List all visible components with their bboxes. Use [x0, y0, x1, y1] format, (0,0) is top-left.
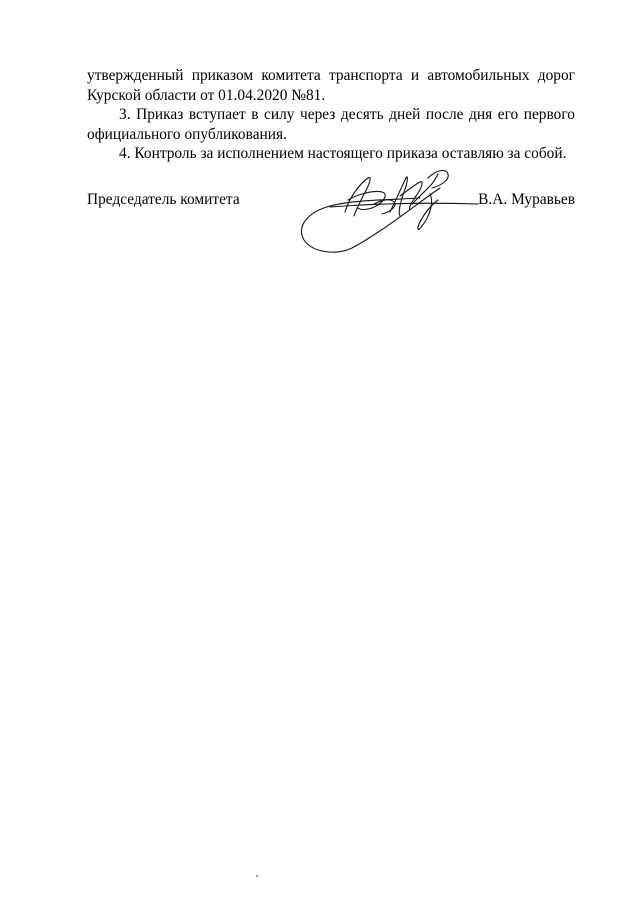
signer-name: В.А. Муравьев — [478, 191, 575, 208]
paragraph-item-3: 3. Приказ вступает в силу через десять дней после дня его первого официального опубликования. — [87, 106, 575, 143]
document-body — [87, 66, 575, 164]
paragraph-item-4: 4. Контроль за исполнением настоящего приказа оставляю за собой. — [119, 145, 567, 162]
page-mark — [256, 875, 258, 877]
paragraph-continuation: утвержденный приказом комитета транспорта и автомобильных дорог Курской области от 01.04.2020 №81. — [87, 67, 575, 104]
handwritten-signature — [290, 160, 490, 260]
signer-title: Председатель комитета — [87, 191, 240, 208]
